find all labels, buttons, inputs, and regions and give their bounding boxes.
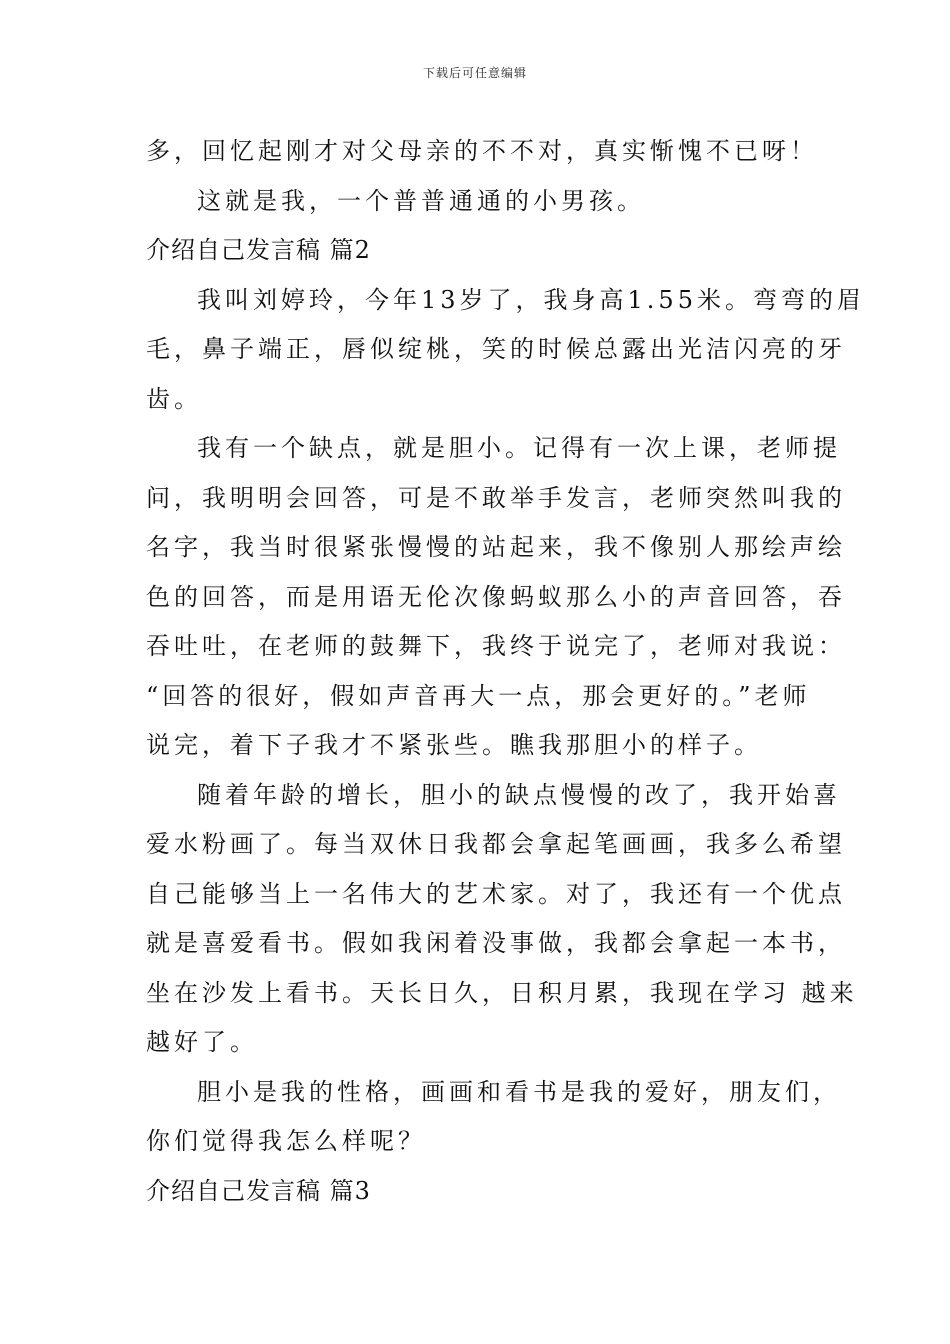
paragraph — [146, 177, 812, 227]
text-line: 色的回答，而是用语无伦次像蚂蚁那么小的声音回答，吞 — [146, 582, 846, 611]
text-line: 你们觉得我怎么样呢？ — [146, 1127, 426, 1155]
paragraph — [146, 1068, 841, 1167]
text-line: 名字，我当时很紧张慢慢的站起来，我不像别人那绘声绘 — [146, 533, 846, 561]
page-header-note: 下载后可任意编辑 — [422, 66, 527, 80]
text-line: 自己能够当上一名伟大的艺术家。对了，我还有一个优点 — [146, 879, 846, 908]
paragraph — [146, 276, 865, 425]
text-line: 吞吐吐，在老师的鼓舞下，我终于说完了，老师对我说： — [146, 632, 846, 660]
text-line: 越好了。 — [146, 1028, 258, 1056]
paragraph — [146, 424, 846, 771]
text-line: 我有一个缺点，就是胆小。记得有一次上课，老师提 — [197, 434, 841, 462]
heading-text: 介绍自己发言稿 篇3 — [146, 1176, 371, 1205]
text-line: 毛，鼻子端正，唇似绽桃，笑的时候总露出光洁闪亮的牙 — [146, 335, 846, 363]
section-heading-2 — [146, 226, 812, 276]
text-line: “回答的很好，假如声音再大一点，那会更好的。”老师 — [146, 681, 811, 710]
text-line: 爱水粉画了。每当双休日我都会拿起笔画画，我多么希望 — [146, 830, 846, 858]
text-line: 齿。 — [146, 384, 202, 413]
text-line: 我叫刘婷玲，今年13岁了，我身高1.55米。弯弯的眉 — [197, 285, 865, 314]
paragraph-continued — [146, 127, 818, 177]
text-line: 坐在沙发上看书。天长日久，日积月累，我现在学习 越来 — [146, 978, 858, 1007]
text-line: 就是喜爱看书。假如我闲着没事做，我都会拿起一本书， — [146, 929, 846, 957]
document-body — [146, 127, 865, 1216]
text-line: 说完，着下子我才不紧张些。瞧我那胆小的样子。 — [146, 731, 762, 759]
text-line: 问，我明明会回答，可是不敢举手发言，老师突然叫我的 — [146, 483, 846, 512]
text-line: 多，回忆起刚才对父母亲的不不对，真实惭愧不已呀！ — [146, 137, 818, 165]
heading-text: 介绍自己发言稿 篇2 — [146, 236, 371, 264]
text-line: 这就是我，一个普普通通的小男孩。 — [197, 186, 645, 215]
text-line: 随着年龄的增长，胆小的缺点慢慢的改了，我开始喜 — [197, 780, 841, 809]
section-heading-3 — [146, 1167, 812, 1217]
paragraph — [146, 771, 858, 1068]
text-line: 胆小是我的性格，画画和看书是我的爱好，朋友们， — [197, 1077, 841, 1106]
